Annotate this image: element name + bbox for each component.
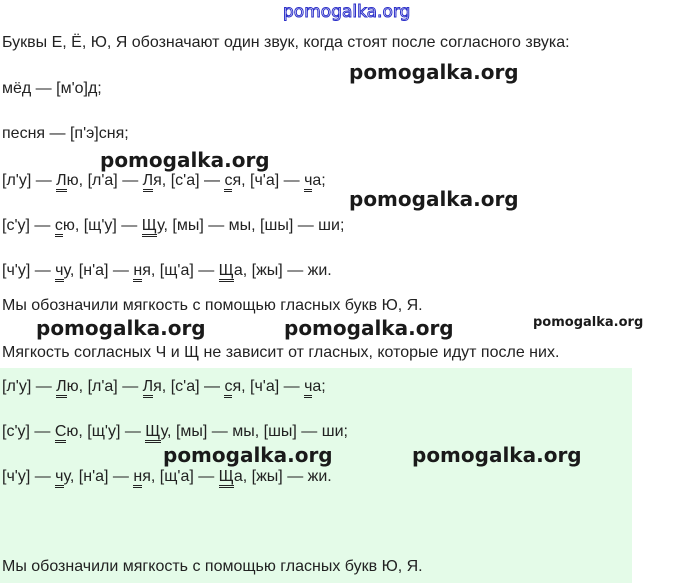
underlined-consonant: Щ [219, 262, 234, 282]
underlined-consonant: Щ [219, 468, 234, 488]
summary-text: Мы обозначили мягкость с помощью гласных букв Ю, Я. [2, 297, 423, 314]
watermark: pomogalka.org [100, 148, 270, 172]
underlined-consonant: н [133, 468, 142, 488]
watermark: pomogalka.org [412, 443, 582, 467]
row-sounds-l-s-ch: [л'у] — Лю, [л'а] — Ля, [с'а] — ся, [ч'а] — ча; [2, 171, 326, 191]
underlined-consonant: с [224, 378, 232, 398]
watermark: pomogalka.org [284, 316, 454, 340]
rule-text: Мягкость согласных Ч и Щ не зависит от гласных, которые идут после них. [2, 344, 560, 361]
row-sounds-ch-n-sch: [ч'у] — чу, [н'а] — ня, [щ'а] — Ща, [жы] — жи. [2, 467, 332, 487]
example-pesnya: песня — [п'э]сня; [2, 125, 129, 142]
summary-text: Мы обозначили мягкость с помощью гласных букв Ю, Я. [2, 558, 423, 575]
underlined-consonant: с [55, 217, 63, 237]
underlined-consonant: Л [56, 378, 67, 398]
intro-text: Буквы Е, Ё, Ю, Я обозначают один звук, когда стоят после согласного звука: [2, 34, 570, 51]
underlined-consonant: Л [143, 378, 154, 398]
underlined-consonant: ч [55, 262, 63, 282]
row-sounds-s-sch: [с'у] — сю, [щ'у] — Щу, [мы] — мы, [шы] — ши; [2, 216, 344, 236]
watermark: pomogalka.org [349, 187, 519, 211]
watermark: pomogalka.org [163, 443, 333, 467]
underlined-consonant: С [55, 423, 67, 443]
underlined-consonant: ч [55, 468, 63, 488]
row-sounds-ch-n-sch: [ч'у] — чу, [н'а] — ня, [щ'а] — Ща, [жы] — жи. [2, 261, 332, 281]
watermark-top: pomogalka.org [283, 2, 411, 22]
row-sounds-s-sch: [с'у] — Сю, [щ'у] — Щу, [мы] — мы, [шы] — ши; [2, 422, 348, 442]
underlined-consonant: н [133, 262, 142, 282]
watermark: pomogalka.org [349, 60, 519, 84]
watermark: pomogalka.org [533, 315, 644, 330]
underlined-consonant: ч [304, 172, 312, 192]
underlined-consonant: Л [143, 172, 154, 192]
underlined-consonant: Щ [145, 423, 160, 443]
watermark: pomogalka.org [36, 316, 206, 340]
example-med: мёд — [м'о]д; [2, 80, 102, 97]
underlined-consonant: Щ [142, 217, 157, 237]
row-sounds-l-s-ch: [л'у] — Лю, [л'а] — Ля, [с'а] — ся, [ч'а] — ча; [2, 377, 326, 397]
underlined-consonant: ч [304, 378, 312, 398]
underlined-consonant: с [224, 172, 232, 192]
underlined-consonant: Л [56, 172, 67, 192]
